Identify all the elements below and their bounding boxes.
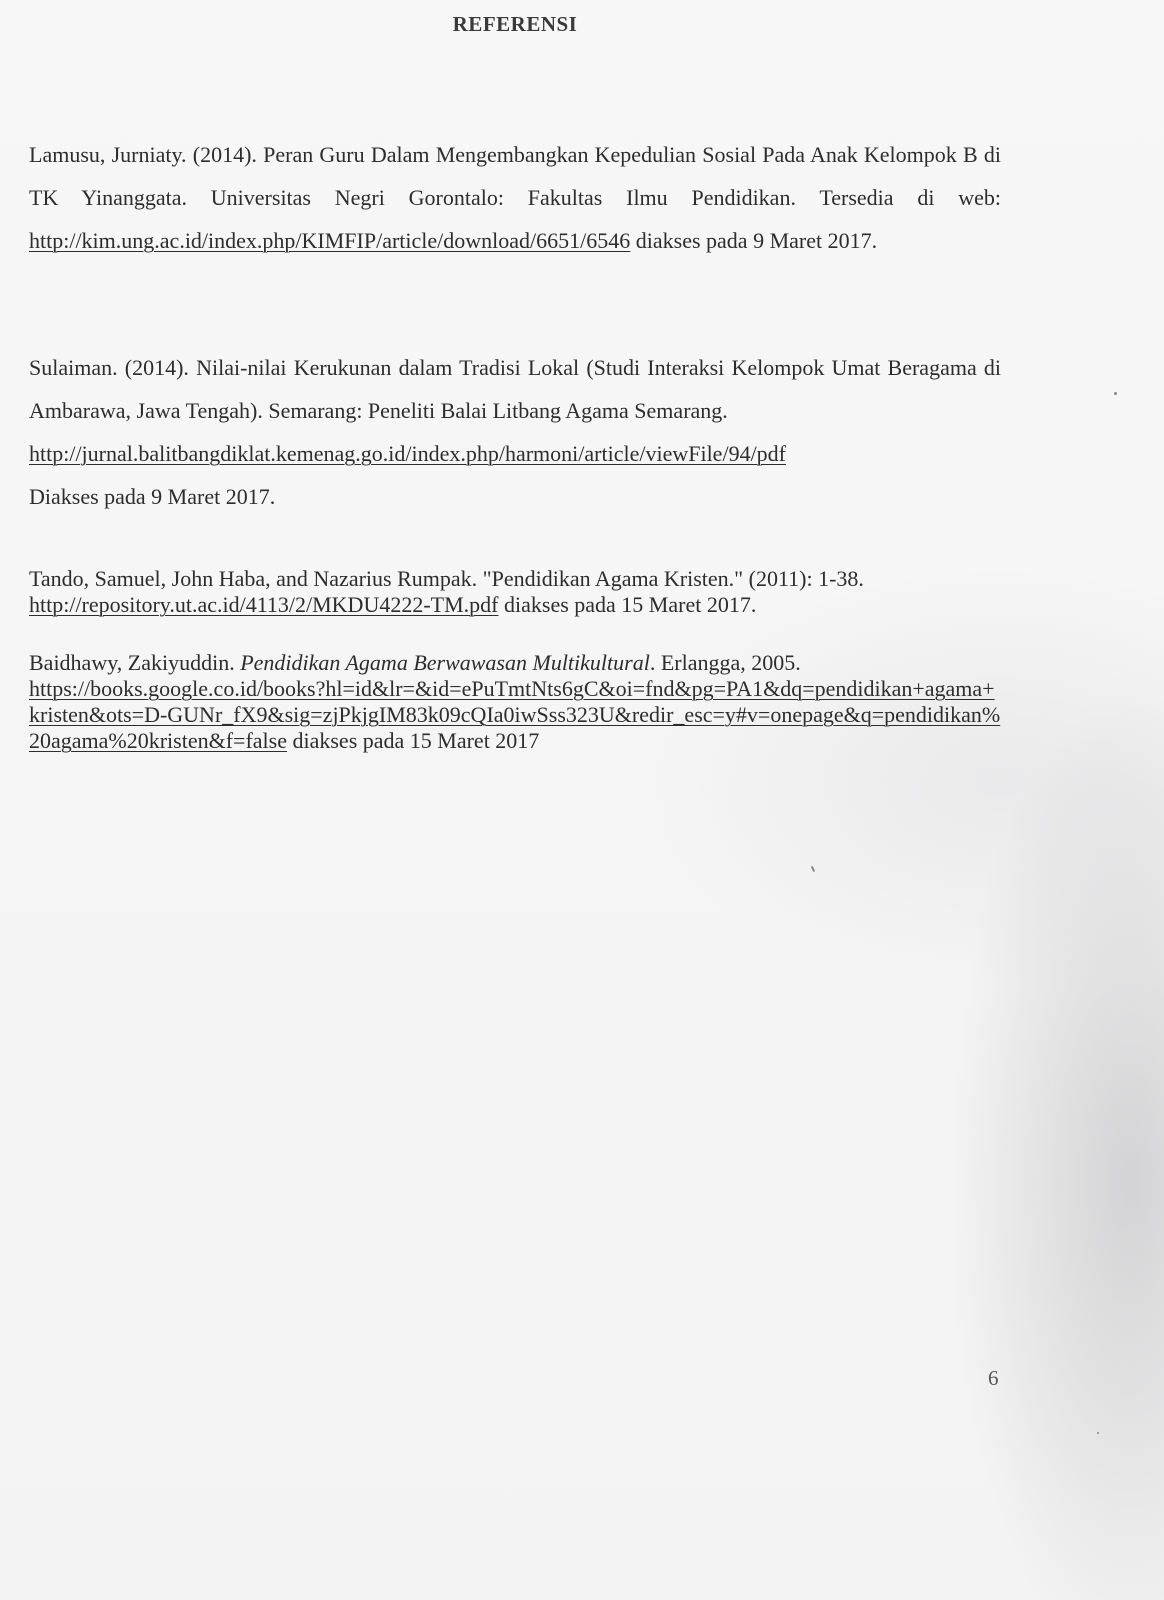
reference-entry-4 — [29, 650, 1001, 754]
reference-1-link[interactable]: http://kim.ung.ac.id/index.php/KIMFIP/article/download/6651/6546 — [29, 228, 631, 253]
reference-entry-1 — [29, 133, 1001, 262]
reference-2-accessed: Diakses pada 9 Maret 2017. — [29, 484, 276, 509]
reference-3-accessed: diakses pada 15 Maret 2017. — [498, 592, 757, 617]
scan-speck — [1097, 1432, 1099, 1434]
reference-entry-3 — [29, 566, 1001, 618]
reference-3-text: Tando, Samuel, John Haba, and Nazarius Rumpak. "Pendidikan Agama Kristen." (2011): 1-38. — [29, 566, 864, 591]
reference-entry-2 — [29, 346, 1001, 518]
reference-4-title: Pendidikan Agama Berwawasan Multikultural — [240, 650, 650, 675]
page-number: 6 — [988, 1366, 999, 1390]
reference-4-accessed: diakses pada 15 Maret 2017 — [286, 728, 540, 753]
page-heading: REFERENSI — [452, 12, 578, 36]
reference-4-publisher: . Erlangga, 2005. — [649, 650, 801, 675]
reference-1-accessed: diakses pada 9 Maret 2017. — [630, 228, 878, 253]
reference-4-author: Baidhawy, Zakiyuddin. — [29, 650, 241, 675]
scan-speck — [811, 866, 815, 872]
reference-4-link[interactable]: https://books.google.co.id/books?hl=id&lr=&id=ePuTmtNts6gC&oi=fnd&pg=PA1&dq=pendidikan+agama+kristen&ots=D-GUNr_fX9&sig=zjPkjgIM83k09cQIa0iwSss323U&redir_esc=y#v=onepage&q=pendidikan%20agama%20kristen&f=false — [29, 676, 1001, 753]
scan-speck — [1114, 392, 1117, 395]
reference-2-text: Sulaiman. (2014). Nilai-nilai Kerukunan dalam Tradisi Lokal (Studi Interaksi Kelompok Umat Beragama di Ambarawa, Jawa Tengah). Semarang: Peneliti Balai Litbang Agama Semarang. — [29, 355, 1001, 423]
reference-2-link[interactable]: http://jurnal.balitbangdiklat.kemenag.go.id/index.php/harmoni/article/viewFile/94/pdf — [29, 441, 787, 466]
reference-1-text: Lamusu, Jurniaty. (2014). Peran Guru Dalam Mengembangkan Kepedulian Sosial Pada Anak Kelompok B di TK Yinanggata. Universitas Negri Gorontalo: Fakultas Ilmu Pendidikan. Tersedia di web: — [29, 142, 1001, 210]
reference-3-link[interactable]: http://repository.ut.ac.id/4113/2/MKDU4222-TM.pdf — [29, 592, 499, 617]
